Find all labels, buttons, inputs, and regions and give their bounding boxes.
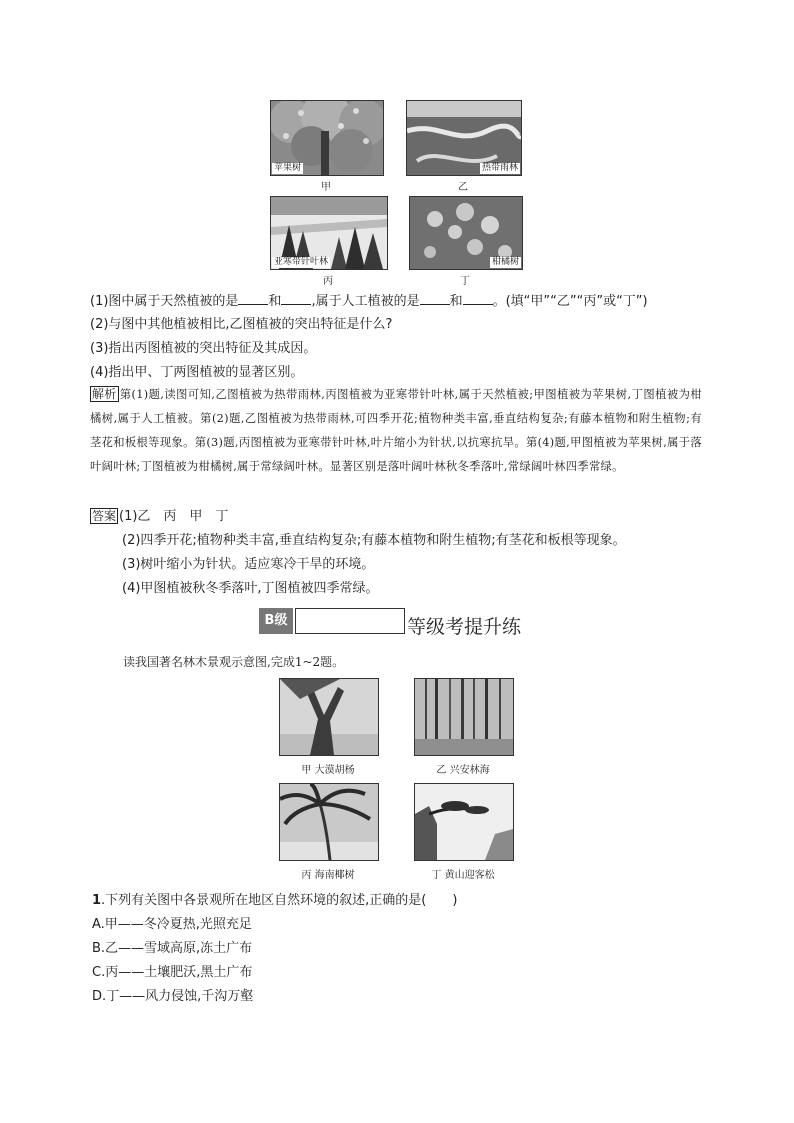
photo-caption: 丙 海南椰树 (301, 870, 355, 881)
question-1: (1)图中属于天然植被的是 和 ,属于人工植被的是 和 。(填“甲”“乙”“丙”或“丁”) (90, 294, 648, 309)
answer-blank (420, 292, 450, 305)
analysis-tag: 解析 (92, 387, 117, 401)
answer-line-3: (3)树叶缩小为针状。适应寒冷干旱的环境。 (122, 557, 375, 572)
huangshan-pine-photo (414, 783, 514, 861)
photo-caption: 甲 大漠胡杨 (301, 765, 355, 776)
question-3: (3)指出丙图植被的突出特征及其成因。 (90, 341, 317, 356)
question-4: (4)指出甲、丁两图植被的显著区别。 (90, 365, 304, 380)
photo-caption: 丙 (323, 276, 333, 287)
apple-tree-photo (270, 100, 384, 176)
answer-line-1: 答案 (1)乙 丙 甲 丁 (92, 509, 229, 524)
rainforest-photo (406, 100, 522, 176)
photo-caption: 丁 黄山迎客松 (431, 870, 495, 881)
citrus-tree-photo (409, 196, 523, 270)
photo-label: 苹果树 (274, 163, 302, 173)
answer-blank (281, 292, 311, 305)
hainan-coconut-photo (279, 783, 379, 861)
question-mc-1: 1.下列有关图中各景观所在地区自然环境的叙述,正确的是( ) (92, 893, 458, 908)
photo-label: 亚寒带针叶林 (274, 257, 329, 267)
answer-line-4: (4)甲图植被秋冬季落叶,丁图植被四季常绿。 (122, 581, 379, 596)
analysis-paragraph (90, 383, 702, 479)
desert-poplar-photo (279, 678, 379, 756)
question-2: (2)与图中其他植被相比,乙图植被的突出特征是什么? (90, 317, 393, 332)
answer-blank (463, 292, 493, 305)
level-b-badge: B级 (259, 608, 293, 634)
level-b-title: 等级考提升练 (407, 616, 522, 638)
answer-line-2: (2)四季开花;植物种类丰富,垂直结构复杂;有藤本植物和附生植物;有茎花和板根等现象。 (122, 533, 626, 548)
photo-caption: 乙 兴安林海 (436, 765, 490, 776)
section-intro: 读我国著名林木景观示意图,完成1~2题。 (123, 655, 345, 669)
option-b[interactable]: B.乙——雪域高原,冻土广布 (92, 941, 253, 956)
level-b-header (259, 606, 549, 640)
photo-caption: 丁 (460, 276, 470, 287)
option-d[interactable]: D.丁——风力侵蚀,千沟万壑 (92, 989, 254, 1004)
xingan-forest-photo (414, 678, 514, 756)
level-b-box (295, 608, 405, 634)
conifer-forest-photo (270, 196, 388, 270)
answer-blank (238, 292, 268, 305)
photo-caption: 甲 (321, 182, 331, 193)
option-c[interactable]: C.丙——土壤肥沃,黑土广布 (92, 965, 253, 980)
option-a[interactable]: A.甲——冬冷夏热,光照充足 (92, 917, 252, 932)
analysis-text: 第(1)题,读图可知,乙图植被为热带雨林,丙图植被为亚寒带针叶林,属于天然植被;甲图植被为苹果树,丁图植被为柑橘树,属于人工植被。第(2)题,乙图植被为热带雨林,可四季开花;植物种类丰富,垂直结构复杂;有藤本植物和附生植物;有茎花和板根等现象。第(3)题,丙图植被为亚寒带针叶林,叶片缩小为针状,以抗寒抗旱。第(4)题,甲图植被为苹果树,属于落叶阔叶林;丁图植被为柑橘树,属于常绿阔叶林。显著区别是落叶阔叶林秋冬季落叶,常绿阔叶林四季常绿。 (90, 388, 702, 473)
photo-label: 热带雨林 (481, 163, 518, 173)
photo-caption: 乙 (458, 182, 468, 193)
answer-tag: 答案 (92, 509, 117, 523)
photo-label: 柑橘树 (491, 257, 519, 267)
